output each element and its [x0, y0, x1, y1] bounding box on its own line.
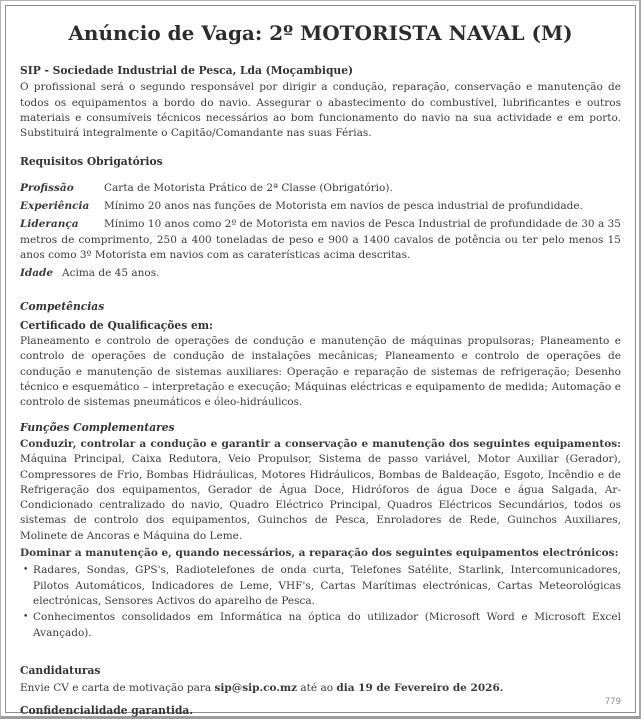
requirement-text: Carta de Motorista Prático de 2ª Classe (Obrigatório).: [104, 181, 393, 194]
equipment-paragraph-lead: Conduzir, controlar a condução e garantir a conservação e manutenção dos seguintes equipamentos:: [20, 437, 621, 450]
requirement-text: Mínimo 10 anos como 2º de Motorista em navios de Pesca Industrial de profundidade de 30 a 35 metros de comprimento, 250 a 400 toneladas de peso e 900 a 1400 cavalos de potência ou ter pelo menos 15 anos como 3º Motorista em navios com as caraterísticas acima descritas.: [20, 218, 621, 261]
subheading-certificado: Certificado de Qualificações em:: [20, 318, 214, 332]
page-title: Anúncio de Vaga: 2º MOTORISTA NAVAL (M): [68, 21, 573, 45]
requirement-row-idade: [20, 266, 621, 281]
section-heading-candidaturas: Candidaturas: [20, 663, 101, 677]
list-item-text: Conhecimentos consolidados em Informática na óptica do utilizador (Microsoft Word e Microsoft Excel Avançado).: [33, 611, 621, 639]
qualifications-paragraph: Planeamento e controlo de operações de condução e manutenção de máquinas propulsoras; Planeamento e controlo de operações de condução de instalações mecânicas; Planeamento e controlo de operações de condução e manutenção de sistemas auxiliares: Operação e reparação de sistemas de refrigeração; Desenho técnico e esquemático – interpretação e execução; Máquinas eléctricas e equipamento de medida; Automação e controlo de sistemas pneumáticos e óleo-hidráulicos.: [20, 335, 621, 409]
equipment-paragraph-body: Máquina Principal, Caixa Redutora, Veio Propulsor, Sistema de passo variável, Motor Auxiliar (Gerador), Compressores de Frio, Bombas Hidráulicas, Motores Hidráulicos, Bombas de Baldeação, Esgoto, Incêndio e de Refrigeração dos equipamentos, Gerador de Água Doce, Hidróforos de água Doce e água Salgada, Ar-Condicionado centralizado do navio, Quadro Eléctrico Principal, Quadros Eléctricos Secundários, todos os sistemas de controlo dos equipamentos, Guinchos de Pesca, Enroladores de Rede, Guinchos Auxiliares, Molinete de Ancoras e Máquina do Leme.: [20, 453, 621, 542]
requirement-text: Mínimo 20 anos nas funções de Motorista em navios de pesca industrial de profundidade.: [104, 200, 583, 213]
equipment-paragraph: [20, 437, 621, 544]
list-item: [20, 563, 621, 609]
bullet-icon: •: [23, 612, 29, 623]
application-line-prefix: Envie CV e carta de motivação para: [20, 682, 215, 695]
requirement-row-experiencia: [20, 199, 621, 214]
requirement-label: Profissão: [20, 181, 74, 194]
list-item-text: Radares, Sondas, GPS's, Radiotelefones de onda curta, Telefones Satélite, Starlink, Intercomunicadores, Pilotos Automáticos, Indicadores de Leme, VHF's, Cartas Marítimas electrónicas, Cartas Meteorológicas electrónicas, Sensores Activos do aparelho de Pesca.: [33, 564, 621, 607]
requirement-label: Liderança: [20, 218, 79, 231]
page-number: 779: [604, 697, 621, 707]
section-heading-funcoes: Funções Complementares: [20, 420, 175, 434]
electronics-paragraph-lead: Dominar a manutenção e, quando necessários, a reparação dos seguintes equipamentos electrónicos:: [20, 547, 619, 560]
requirement-row-profissao: [20, 181, 621, 196]
job-ad-page: [5, 5, 636, 718]
requirement-label: Idade: [20, 267, 54, 280]
requirement-row-lideranca: [20, 217, 621, 263]
application-deadline: dia 19 de Fevereiro de 2026.: [336, 682, 504, 695]
requirement-text: Acima de 45 anos.: [62, 267, 160, 280]
section-heading-requisitos: Requisitos Obrigatórios: [20, 155, 163, 169]
application-line: [20, 681, 621, 696]
company-name: SIP - Sociedade Industrial de Pesca, Lda (Moçambique): [20, 64, 354, 77]
confidentiality-note: Confidencialidade garantida.: [20, 704, 194, 718]
list-item: [20, 610, 621, 641]
intro-paragraph: O profissional será o segundo responsável por dirigir a condução, reparação, conservação e manutenção de todos os equipamentos a bordo do navio. Assegurar o abastecimento do combustível, lubrificantes e outros materiais e consumíveis técnicos necessários ao bom funcionamento do navio na sua actividade e em porto. Substituirá integralmente o Capitão/Comandante nas suas Férias.: [20, 81, 621, 140]
application-line-mid: até ao: [297, 682, 337, 695]
bullet-icon: •: [23, 565, 29, 576]
requirement-label: Experiência: [20, 200, 90, 213]
application-email: sip@sip.co.mz: [214, 682, 298, 695]
section-heading-competencias: Competências: [20, 299, 105, 313]
